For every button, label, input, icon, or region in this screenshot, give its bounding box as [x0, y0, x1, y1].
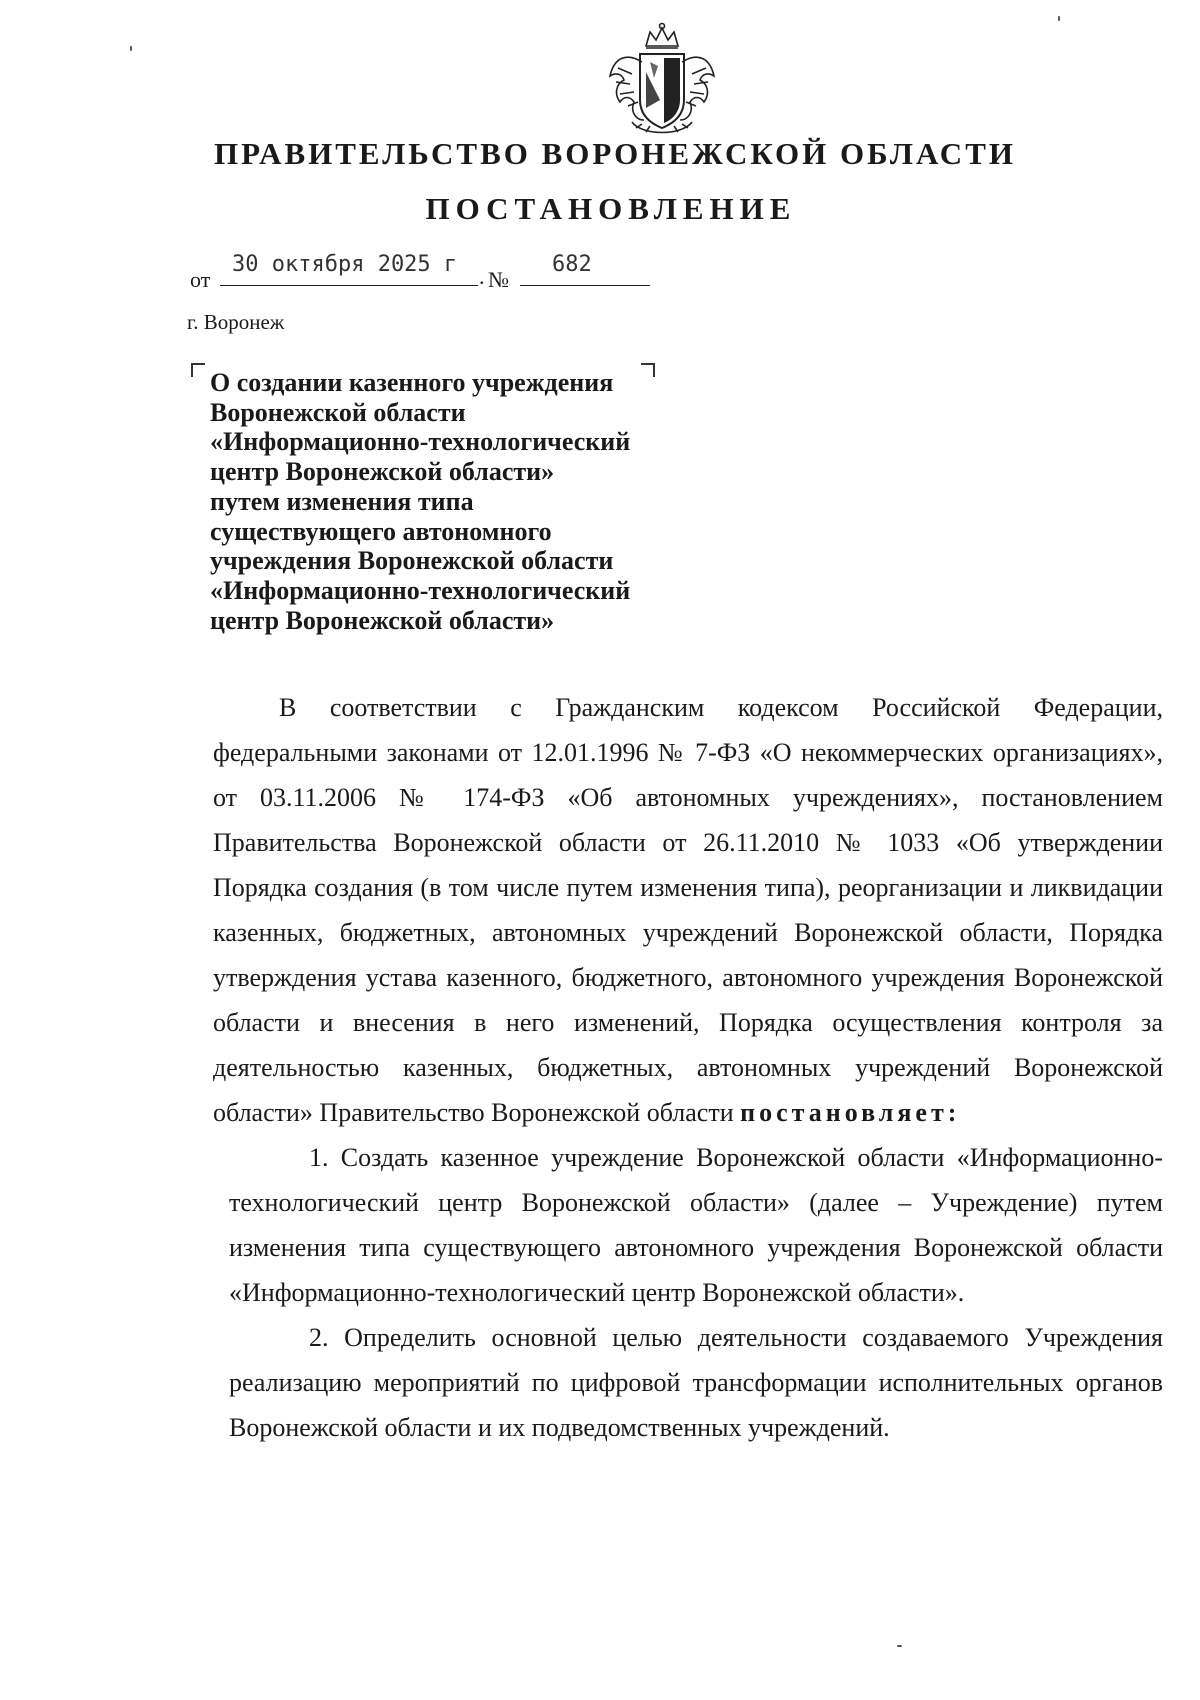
preamble-text: В соответствии с Гражданским кодексом Российской Федерации, федеральными законами от 12.01.1996 № 7-ФЗ «О некоммерческих организациях», от 03.11.2006 № 174-ФЗ «Об автономных учреждениях», постановлением Правительства Воронежской области от 26.11.2010 № 1033 «Об утверждении Порядка создания (в том числе путем изменения типа), реорганизации и ликвидации казенных, бюджетных, автономных учреждений Воронежской области, Порядка утверждения устава казенного, бюджетного, автономного учреждения Воронежской области и внесения в него изменений, Порядка осуществления контроля за деятельностью казенных, бюджетных, автономных учреждений Воронежской области» Правительство Воронежской области	[213, 693, 1163, 1127]
subject-line: существующего автономного	[210, 516, 552, 546]
item-paragraph-1: 1. Создать казенное учреждение Воронежской области «Информационно-технологический центр Воронежской области» (далее – Учреждение) путем изменения типа существующего автономного учреждения Воронежской области «Информационно-технологический центр Воронежской области».	[229, 1143, 1163, 1307]
subject-bracket-right	[641, 363, 655, 377]
date-field	[220, 250, 478, 286]
document-type-title: ПОСТАНОВЛЕНИЕ	[425, 191, 797, 226]
city-label: г. Воронеж	[187, 310, 285, 334]
date-number-line	[190, 250, 650, 290]
scan-speck	[897, 1645, 902, 1647]
document-subject	[210, 368, 630, 635]
subject-line: путем изменения типа	[210, 486, 474, 516]
document-number: 682	[552, 252, 592, 277]
subject-line: учреждения Воронежской области	[210, 546, 614, 576]
subject-line: О создании казенного учреждения	[210, 368, 614, 397]
subject-bracket-left	[191, 363, 205, 377]
number-field	[520, 250, 650, 286]
subject-line: центр Воронежской области»	[210, 457, 555, 487]
document-date: 30 октября 2025 г	[232, 252, 458, 277]
preamble-paragraph	[213, 685, 1163, 1135]
scan-speck	[130, 46, 132, 51]
scan-speck	[1058, 16, 1060, 21]
subject-line: центр Воронежской области»	[210, 605, 555, 635]
date-prefix: от	[190, 267, 211, 292]
coat-of-arms-emblem	[606, 22, 718, 140]
government-title: ПРАВИТЕЛЬСТВО ВОРОНЕЖСКОЙ ОБЛАСТИ	[214, 136, 1016, 171]
subject-line: Воронежской области	[210, 397, 466, 427]
document-body	[213, 685, 1163, 1450]
decree-word: постановляет:	[740, 1098, 961, 1127]
number-sign: №	[488, 267, 509, 292]
item-paragraph-2: 2. Определить основной целью деятельности создаваемого Учреждения реализацию мероприятий по цифровой трансформации исполнительных органов Воронежской области и их подведомственных учреждений.	[229, 1323, 1163, 1442]
date-dot: .	[479, 264, 485, 289]
subject-line: «Информационно-технологический	[210, 575, 631, 605]
subject-line: «Информационно-технологический	[210, 427, 631, 457]
